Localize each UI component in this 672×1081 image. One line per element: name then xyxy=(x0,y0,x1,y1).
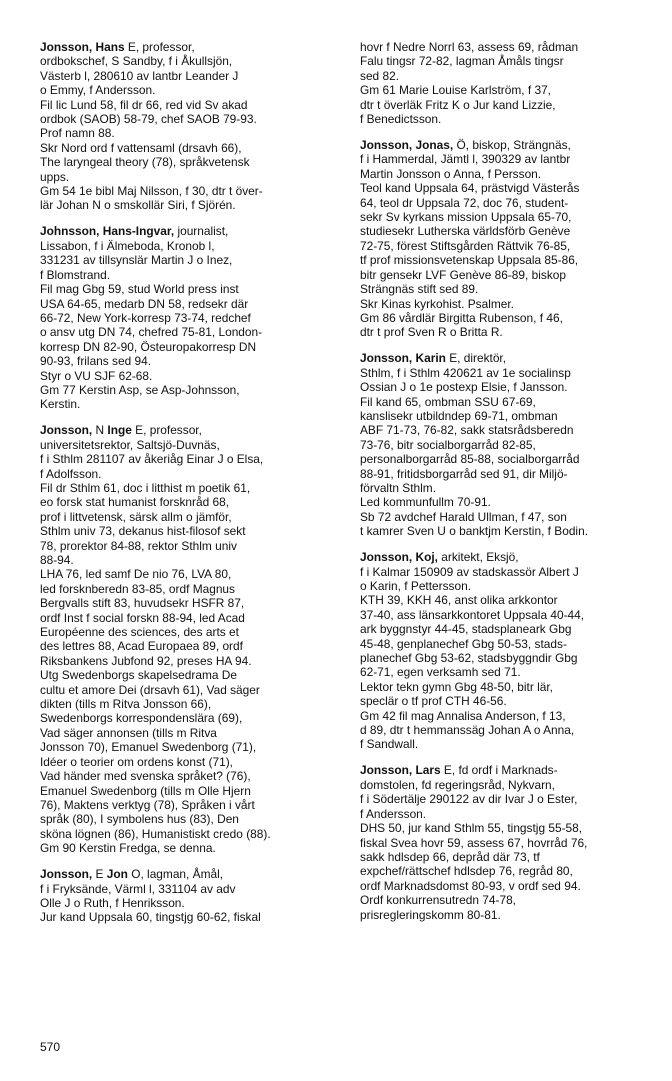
entry-line: Gm 61 Marie Louise Karlström, f 37, xyxy=(360,83,551,98)
entry-line: Olle J o Ruth, f Henriksson. xyxy=(40,895,185,910)
entry-line: 37-40, ass länsarkkontoret Uppsala 40-44, xyxy=(360,607,585,622)
entry-title: E, professor, xyxy=(131,423,202,438)
entry-line: Skr Kinas kyrkohist. Psalmer. xyxy=(360,296,514,311)
entry-name: Jonsson, xyxy=(40,867,93,882)
entry-line: domstolen, fd regeringsråd, Nykvarn, xyxy=(360,777,555,792)
entry-line: cultu et amore Dei (drsavh 61), Vad säger xyxy=(40,682,260,697)
entry-line: led forsknberedn 83-85, ordf Magnus xyxy=(40,581,235,596)
entry-line: dtr t överläk Fritz K o Jur kand Lizzie, xyxy=(360,97,556,112)
entry-line: f i Södertälje 290122 av dir Ivar J o Ester, xyxy=(360,792,578,807)
entry-line: f Andersson. xyxy=(360,806,427,821)
biography-entry xyxy=(40,867,340,925)
biography-entry xyxy=(40,40,340,213)
entry-line: sköna lögnen (86), Humanistiskt credo (88). xyxy=(40,826,271,841)
entry-line: Ordf konkurrensutredn 74-78, xyxy=(360,893,516,908)
entry-title: N xyxy=(92,423,108,438)
entry-line: bitr gensekr LVF Genève 86-89, biskop xyxy=(360,267,566,282)
entry-line: Kerstin. xyxy=(40,397,81,412)
entry-line: Swedenborgs korrespondenslära (69), xyxy=(40,711,243,726)
entry-line: 88-94. xyxy=(40,553,74,567)
entry-line: Led kommunfullm 70-91. xyxy=(360,495,491,510)
entry-line: f Sandwall. xyxy=(360,737,419,752)
entry-line: Européenne des sciences, des arts et xyxy=(40,625,239,640)
entry-heading xyxy=(360,763,660,777)
entry-line: 72-75, förest Stiftsgården Rättvik 76-85, xyxy=(360,238,571,253)
entry-line: 78, prorektor 84-88, rektor Sthlm univ xyxy=(40,538,237,553)
entry-line: f i Hammerdal, Jämtl l, 390329 av lantbr xyxy=(360,152,571,167)
entry-line: f Benedictsson. xyxy=(360,112,442,127)
entry-line: Vad händer med svenska språket? (76), xyxy=(40,769,251,784)
entry-line: Skr Nord ord f vattensaml (drsavh 66), xyxy=(40,140,242,155)
entry-title: E xyxy=(92,867,107,882)
entry-heading xyxy=(360,40,660,54)
entry-name: Inge xyxy=(107,423,132,438)
entry-line: Lektor tekn gymn Gbg 48-50, bitr lär, xyxy=(360,679,553,694)
entry-line: o ansv utg DN 74, chefred 75-81, London- xyxy=(40,325,263,340)
entry-heading xyxy=(360,138,660,152)
biography-entry xyxy=(360,40,660,126)
entry-line: Sthlm univ 73, dekanus hist-filosof sekt xyxy=(40,524,246,539)
entry-line: universitetsrektor, Saltsjö-Duvnäs, xyxy=(40,437,220,452)
entry-line: 45-48, genplanechef Gbg 50-53, stads- xyxy=(360,636,567,651)
entry-heading xyxy=(40,867,340,881)
entry-line: Fil lic Lund 58, fil dr 66, red vid Sv akad xyxy=(40,97,248,112)
entry-line: personalborgarråd 85-88, socialborgarråd xyxy=(360,452,580,467)
entry-line: speclär o tf prof CTH 46-56. xyxy=(360,694,507,709)
entry-line: ark byggnstyr 44-45, stadsplaneark Gbg xyxy=(360,622,572,637)
entry-line: sed 82. xyxy=(360,68,400,83)
entry-line: dikten (tills m Ritva Jonsson 66), xyxy=(40,697,212,712)
entry-line: Styr o VU SJF 62-68. xyxy=(40,368,153,383)
entry-line: 73-76, bitr socialborgarråd 82-85, xyxy=(360,437,536,452)
entry-line: Fil kand 65, ombman SSU 67-69, xyxy=(360,394,536,409)
entry-title: E, fd ordf i Marknads- xyxy=(440,763,558,778)
entry-line: Sb 72 avdchef Harald Ullman, f 47, son xyxy=(360,509,567,524)
entry-name: Jonsson, Lars xyxy=(360,763,441,778)
entry-line: Fil dr Sthlm 61, doc i litthist m poetik 61, xyxy=(40,480,251,495)
entry-line: korresp DN 82-90, Östeuropakorresp DN xyxy=(40,339,257,354)
entry-line: Vad säger annonsen (tills m Ritva xyxy=(40,725,217,740)
entry-line: 62-71, egen verksamh sed 71. xyxy=(360,665,521,680)
entry-line: f Adolfsson. xyxy=(40,466,102,481)
entry-line: f i Fryksände, Värml l, 331104 av adv xyxy=(40,881,236,896)
entry-line: Idéer o teorier om ordens konst (71), xyxy=(40,754,233,769)
entry-line: Jonsson 70), Emanuel Swedenborg (71), xyxy=(40,740,257,755)
entry-line: des lettres 88, Acad Europaea 89, ordf xyxy=(40,639,243,654)
entry-line: Lissabon, f i Älmeboda, Kronob l, xyxy=(40,238,215,253)
entry-line: expchef/rättschef hdlsdep 76, regråd 80, xyxy=(360,864,573,879)
entry-title: arkitekt, Eksjö, xyxy=(437,550,519,565)
entry-line: Prof namn 88. xyxy=(40,126,115,141)
entry-line: f i Kalmar 150909 av stadskassör Albert J xyxy=(360,564,579,579)
entry-name: Jonsson, Koj, xyxy=(360,550,438,565)
entry-line: dtr t prof Sven R o Britta R. xyxy=(360,325,503,340)
entry-heading xyxy=(40,224,340,238)
entry-line: 331231 av tillsynslär Martin J o Inez, xyxy=(40,253,233,268)
biography-entry xyxy=(40,423,340,855)
entry-line: t kamrer Sven U o banktjm Kerstin, f Bodin. xyxy=(360,524,588,539)
entry-line: d 89, dtr t hemmanssäg Johan A o Anna, xyxy=(360,723,575,738)
entry-line: Västerb l, 280610 av lantbr Leander J xyxy=(40,68,239,83)
entry-line: ABF 71-73, 76-82, sakk statsrådsberedn xyxy=(360,423,574,438)
entry-line: The laryngeal theory (78), språkvetensk xyxy=(40,155,250,170)
entry-line: Emanuel Swedenborg (tills m Olle Hjern xyxy=(40,783,251,798)
entry-line: DHS 50, jur kand Sthlm 55, tingstjg 55-58, xyxy=(360,821,583,836)
entry-line: ordf Marknadsdomst 80-93, v ordf sed 94. xyxy=(360,878,581,893)
entry-name: Jonsson, Hans xyxy=(40,40,125,54)
entry-line: Gm 90 Kerstin Fredga, se denna. xyxy=(40,841,216,856)
entry-line: planechef Gbg 53-62, stadsbyggndir Gbg xyxy=(360,651,578,666)
entry-line: prof i littvetensk, särsk allm o jämför, xyxy=(40,509,232,524)
entry-line: 88-91, fritidsborgarråd sed 91, dir Miljö- xyxy=(360,466,568,481)
entry-heading xyxy=(360,550,660,564)
entry-line: sekr Sv kyrkans mission Uppsala 65-70, xyxy=(360,210,572,225)
entry-line: eo forsk stat humanist forsknråd 68, xyxy=(40,495,230,510)
entry-title: journalist, xyxy=(174,224,229,239)
entry-line: 90-93, frilans sed 94. xyxy=(40,354,152,369)
biography-entry xyxy=(360,763,660,921)
entry-title: E, direktör, xyxy=(445,351,507,366)
entry-line: Riksbankens Jubfond 92, preses HA 94. xyxy=(40,653,252,668)
entry-line: Teol kand Uppsala 64, prästvigd Västerås xyxy=(360,181,580,196)
entry-name: Jon xyxy=(106,867,128,882)
entry-line: studiesekr Lutherska världsförb Genève xyxy=(360,224,571,239)
entry-line: Ossian J o 1e postexp Elsie, f Jansson. xyxy=(360,380,568,395)
entry-line: Gm 86 vårdlär Birgitta Rubenson, f 46, xyxy=(360,310,563,325)
entry-line: förvaltn Sthlm. xyxy=(360,480,436,495)
entry-line: upps. xyxy=(40,169,70,184)
entry-line: Falu tingsr 72-82, lagman Åmåls tingsr xyxy=(360,54,564,69)
entry-title: E, professor, xyxy=(124,40,195,54)
entry-line: Jur kand Uppsala 60, tingstjg 60-62, fiskal xyxy=(40,910,261,925)
entry-name: Johnsson, Hans-Ingvar, xyxy=(40,224,175,239)
entry-line: Gm 42 fil mag Annalisa Anderson, f 13, xyxy=(360,708,566,723)
entry-line: USA 64-65, medarb DN 58, redsekr där xyxy=(40,296,249,311)
entry-line: Sthlm, f i Sthlm 420621 av 1e socialinsp xyxy=(360,365,571,380)
page-number: 570 xyxy=(40,1040,61,1054)
entry-line: f Blomstrand. xyxy=(40,267,111,282)
entry-title: O, lagman, Åmål, xyxy=(127,867,224,882)
entry-line: tf prof missionsvetenskap Uppsala 85-86, xyxy=(360,253,579,268)
entry-line: ordbokschef, S Sandby, f i Åkullsjön, xyxy=(40,54,233,69)
entry-line: Bergvalls stift 83, huvudsekr HSFR 87, xyxy=(40,596,245,611)
entry-line: KTH 39, KKH 46, anst olika arkkontor xyxy=(360,593,558,608)
entry-title: Ö, biskop, Strängnäs, xyxy=(453,138,571,153)
entry-heading xyxy=(40,40,340,54)
entry-line: Gm 77 Kerstin Asp, se Asp-Johnsson, xyxy=(40,382,240,397)
biography-entry xyxy=(360,550,660,752)
entry-name: Jonsson, Karin xyxy=(360,351,446,366)
biography-entry xyxy=(360,138,660,340)
entry-line: Fil mag Gbg 59, stud World press inst xyxy=(40,282,239,297)
entry-heading xyxy=(360,351,660,365)
entry-line: o Emmy, f Andersson. xyxy=(40,83,156,98)
entry-heading xyxy=(40,423,340,437)
entry-line: Gm 54 1e bibl Maj Nilsson, f 30, dtr t över- xyxy=(40,184,263,199)
entry-line: ordf Inst f social forskn 88-94, led Acad xyxy=(40,610,245,625)
biography-entry xyxy=(40,224,340,411)
entry-line: 76), Maktens verktyg (78), Språken i vårt xyxy=(40,797,255,812)
entry-line: språk (80), I symbolens hus (83), Den xyxy=(40,812,239,827)
biography-entry xyxy=(360,351,660,538)
entry-line: ordbok (SAOB) 58-79, chef SAOB 79-93. xyxy=(40,112,257,127)
entry-title: hovr f Nedre Norrl 63, assess 69, rådman xyxy=(360,40,579,54)
entry-line: LHA 76, led samf De nio 76, LVA 80, xyxy=(40,567,232,582)
entry-line: Utg Swedenborgs skapelsedrama De xyxy=(40,668,237,683)
entry-line: Martin Jonsson o Anna, f Persson. xyxy=(360,166,542,181)
left-column xyxy=(40,40,340,936)
entry-line: lär Johan N o smskollär Siri, f Sjörén. xyxy=(40,198,236,213)
entry-line: prisregleringskomm 80-81. xyxy=(360,907,501,922)
entry-line: 64, teol dr Uppsala 72, doc 76, student- xyxy=(360,195,569,210)
entry-line: f i Sthlm 281107 av åkeriåg Einar J o Elsa, xyxy=(40,452,264,467)
entry-line: 66-72, New York-korresp 73-74, redchef xyxy=(40,310,251,325)
entry-line: fiskal Svea hovr 59, assess 67, hovrråd 76, xyxy=(360,835,588,850)
entry-name: Jonsson, xyxy=(40,423,93,438)
entry-line: Strängnäs stift sed 89. xyxy=(360,282,479,297)
right-column xyxy=(360,40,660,934)
entry-line: sakk hdlsdep 66, depråd där 73, tf xyxy=(360,849,540,864)
entry-name: Jonsson, Jonas, xyxy=(360,138,454,153)
entry-line: o Karin, f Pettersson. xyxy=(360,579,472,593)
entry-line: kanslisekr utbildndep 69-71, ombman xyxy=(360,408,558,423)
